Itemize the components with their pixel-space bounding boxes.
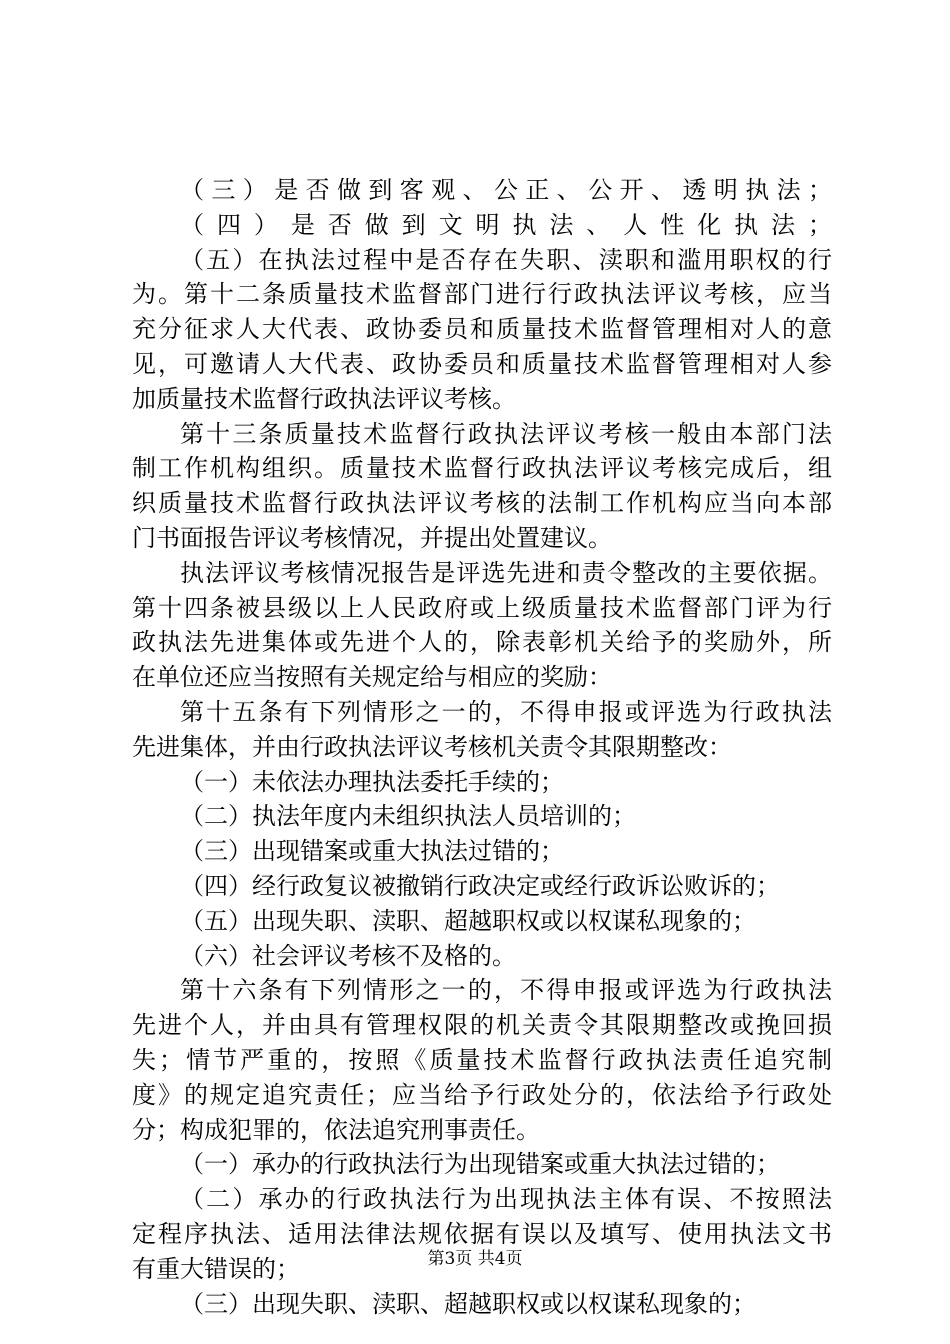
text-line: 第十三条质量技术监督行政执法评议考核一般由本部门法 (180, 419, 832, 448)
text-line: 先进集体，并由行政执法评议考核机关责令其限期整改： (132, 732, 732, 761)
text-line: 失；情节严重的，按照《质量技术监督行政执法责任追究制 (132, 1045, 832, 1074)
text-line: 加质量技术监督行政执法评议考核。 (132, 384, 516, 413)
text-line: （二）承办的行政执法行为出现执法主体有误、不按照法 (180, 1185, 832, 1214)
text-line: 门书面报告评议考核情况，并提出处置建议。 (132, 523, 612, 552)
text-line: 度》的规定追究责任；应当给予行政处分的，依法给予行政处 (132, 1080, 832, 1109)
text-line: 为。第十二条质量技术监督部门进行行政执法评议考核，应当 (132, 280, 832, 309)
text-line: 定程序执法、适用法律法规依据有误以及填写、使用执法文书 (132, 1219, 832, 1248)
text-line: （一）承办的行政执法行为出现错案或重大执法过错的； (180, 1150, 780, 1179)
text-line: 第十四条被县级以上人民政府或上级质量技术监督部门评为行 (132, 593, 832, 622)
text-line: 第十五条有下列情形之一的，不得申报或评选为行政执法 (180, 697, 832, 726)
text-line: 先进个人，并由具有管理权限的机关责令其限期整改或挽回损 (132, 1011, 832, 1040)
document-body (132, 173, 832, 1321)
text-line: 有重大错误的； (132, 1254, 300, 1283)
text-line: 执法评议考核情况报告是评选先进和责令整改的主要依据。 (180, 558, 832, 587)
text-line: （五）在执法过程中是否存在失职、渎职和滥用职权的行 (180, 245, 832, 274)
text-line: （六）社会评议考核不及格的。 (180, 941, 516, 970)
text-line: （四）是否做到文明执法、人性化执法； (180, 210, 832, 239)
text-line: （二）执法年度内未组织执法人员培训的； (180, 802, 636, 831)
text-line: 织质量技术监督行政执法评议考核的法制工作机构应当向本部 (132, 489, 832, 518)
page-number-footer: 第3页 共4页 (427, 1249, 523, 1269)
text-line: 在单位还应当按照有关规定给与相应的奖励： (132, 663, 612, 692)
text-line: 见，可邀请人大代表、政协委员和质量技术监督管理相对人参 (132, 349, 832, 378)
text-line: （三）出现失职、渎职、超越职权或以权谋私现象的； (180, 1289, 756, 1318)
text-line: 分；构成犯罪的，依法追究刑事责任。 (132, 1115, 540, 1144)
text-line: （四）经行政复议被撤销行政决定或经行政诉讼败诉的； (180, 871, 780, 900)
text-line: 制工作机构组织。质量技术监督行政执法评议考核完成后，组 (132, 454, 832, 483)
text-line: （五）出现失职、渎职、超越职权或以权谋私现象的； (180, 906, 756, 935)
text-line: （三）是否做到客观、公正、公开、透明执法； (180, 176, 832, 204)
text-line: （一）未依法办理执法委托手续的； (180, 767, 564, 796)
text-line: 第十六条有下列情形之一的，不得申报或评选为行政执法 (180, 976, 832, 1005)
text-line: 政执法先进集体或先进个人的，除表彰机关给予的奖励外，所 (132, 628, 832, 657)
text-line: 充分征求人大代表、政协委员和质量技术监督管理相对人的意 (132, 315, 832, 344)
text-line: （三）出现错案或重大执法过错的； (180, 837, 564, 866)
